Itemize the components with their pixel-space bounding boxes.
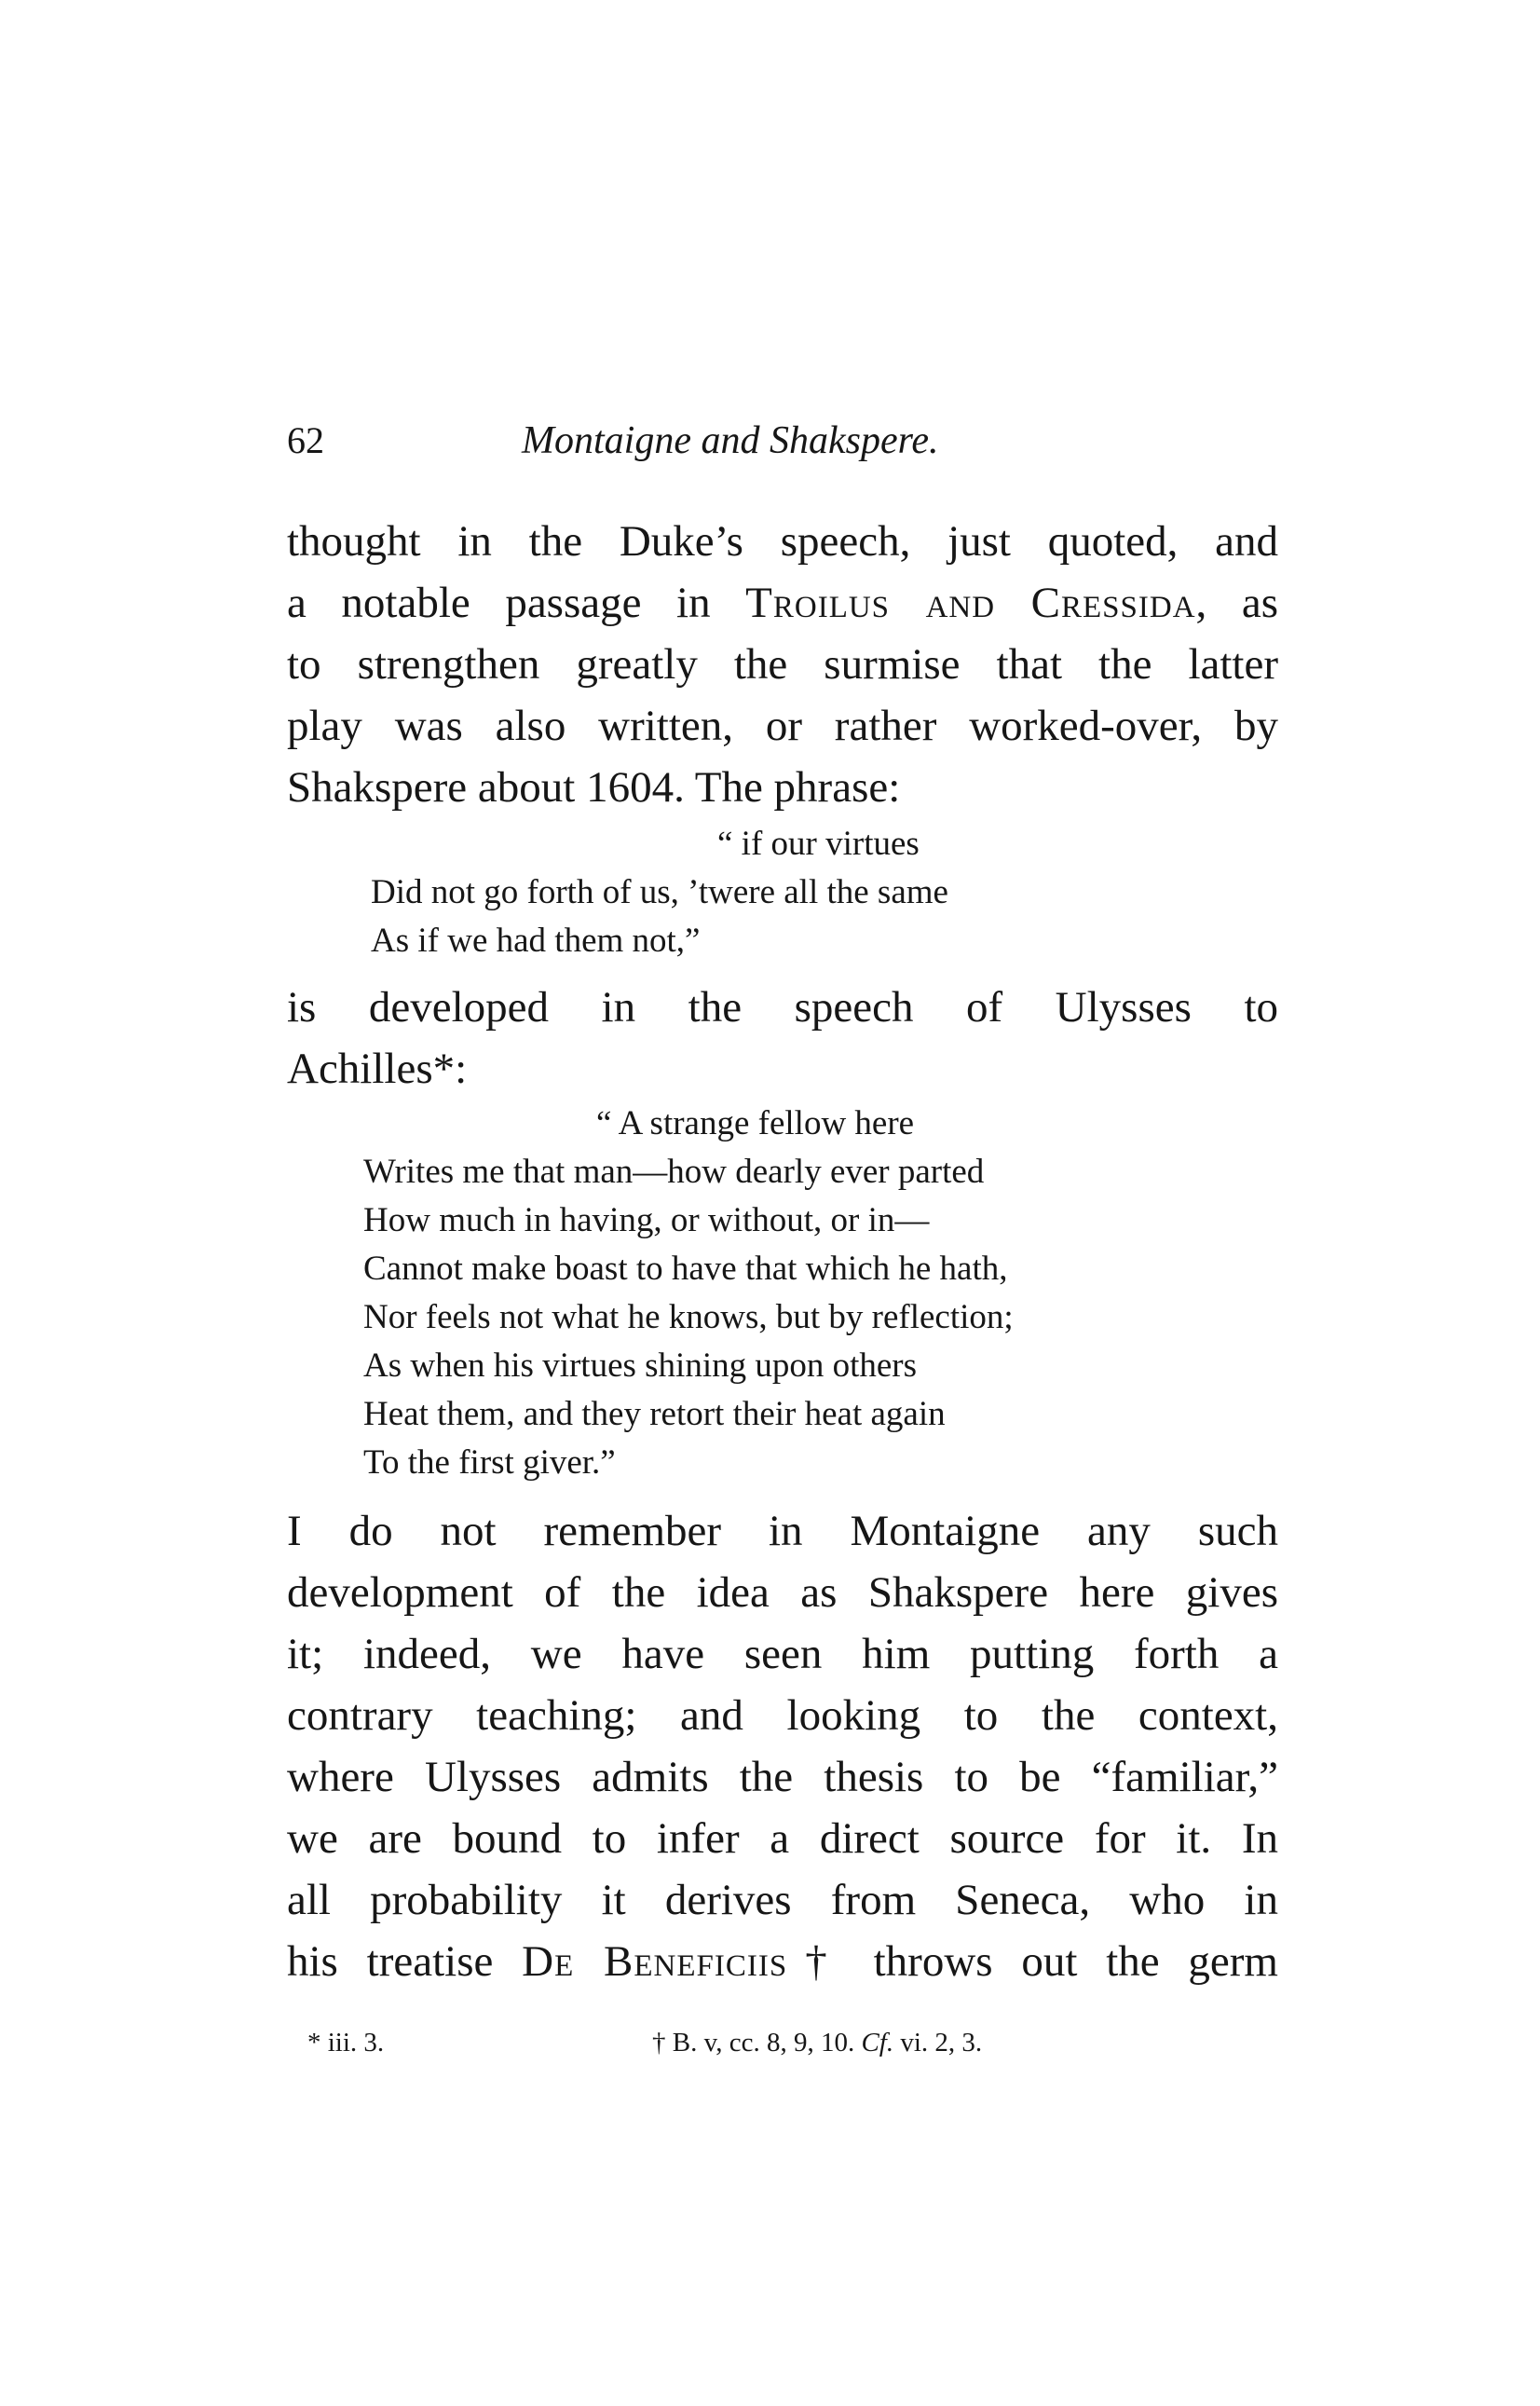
verse-line: “ if our virtues: [717, 825, 920, 863]
text-line: thought in the Duke’s speech, just quoted, and: [287, 517, 1278, 566]
text-line: is developed in the speech of Ulysses to: [287, 983, 1278, 1032]
text-line: where Ulysses admits the thesis to be “familiar,”: [287, 1753, 1278, 1801]
running-title: Montaigne and Shakspere.: [522, 419, 939, 462]
text-run: vi. 2, 3.: [893, 2028, 983, 2057]
verse-line: “ A strange fellow here: [596, 1104, 915, 1142]
text-line: contrary teaching; and looking to the context,: [287, 1691, 1278, 1740]
text-run: , as: [1195, 579, 1278, 627]
footnote-mark: †: [787, 1937, 845, 1986]
text-line: all probability it derives from Seneca, who in: [287, 1876, 1278, 1924]
page-number: 62: [287, 419, 324, 461]
text-line: it; indeed, we have seen him putting forth a: [287, 1630, 1278, 1678]
text-run: his treatise: [287, 1937, 523, 1986]
text-line: [287, 572, 1278, 634]
verse-line: To the first giver.”: [363, 1443, 616, 1482]
text-line: I do not remember in Montaigne any such: [287, 1507, 1278, 1555]
text-line: [287, 1931, 1278, 1992]
footnote-2: [652, 2024, 982, 2061]
verse-line: As if we had them not,”: [371, 922, 701, 960]
text-line: play was also written, or rather worked-over, by: [287, 702, 1278, 750]
text-run: † B. v, cc. 8, 9, 10.: [652, 2028, 862, 2057]
verse-line: Writes me that man—how dearly ever parted: [363, 1153, 985, 1191]
text-line: Achilles*:: [287, 1045, 468, 1093]
text-run: throws out the germ: [844, 1937, 1278, 1986]
text-run: Cf.: [861, 2028, 894, 2057]
verse-line: Nor feels not what he knows, but by reflection;: [363, 1298, 1014, 1336]
verse-line: Did not go forth of us, ’twere all the same: [371, 873, 948, 911]
verse-line: Cannot make boast to have that which he hath,: [363, 1250, 1008, 1288]
treatise-title: De Beneficiis: [522, 1937, 788, 1986]
verse-line: Heat them, and they retort their heat again: [363, 1395, 946, 1433]
verse-line: How much in having, or without, or in—: [363, 1201, 930, 1239]
text-run: a notable passage in: [287, 579, 746, 627]
text-line: development of the idea as Shakspere here gives: [287, 1568, 1278, 1617]
verse-line: As when his virtues shining upon others: [363, 1347, 918, 1385]
play-title: Troilus and Cressida: [745, 579, 1196, 627]
text-line: Shakspere about 1604. The phrase:: [287, 763, 901, 812]
text-line: to strengthen greatly the surmise that the latter: [287, 640, 1278, 689]
text-line: we are bound to infer a direct source for it. In: [287, 1814, 1278, 1863]
footnote-1: * iii. 3.: [307, 2028, 385, 2057]
